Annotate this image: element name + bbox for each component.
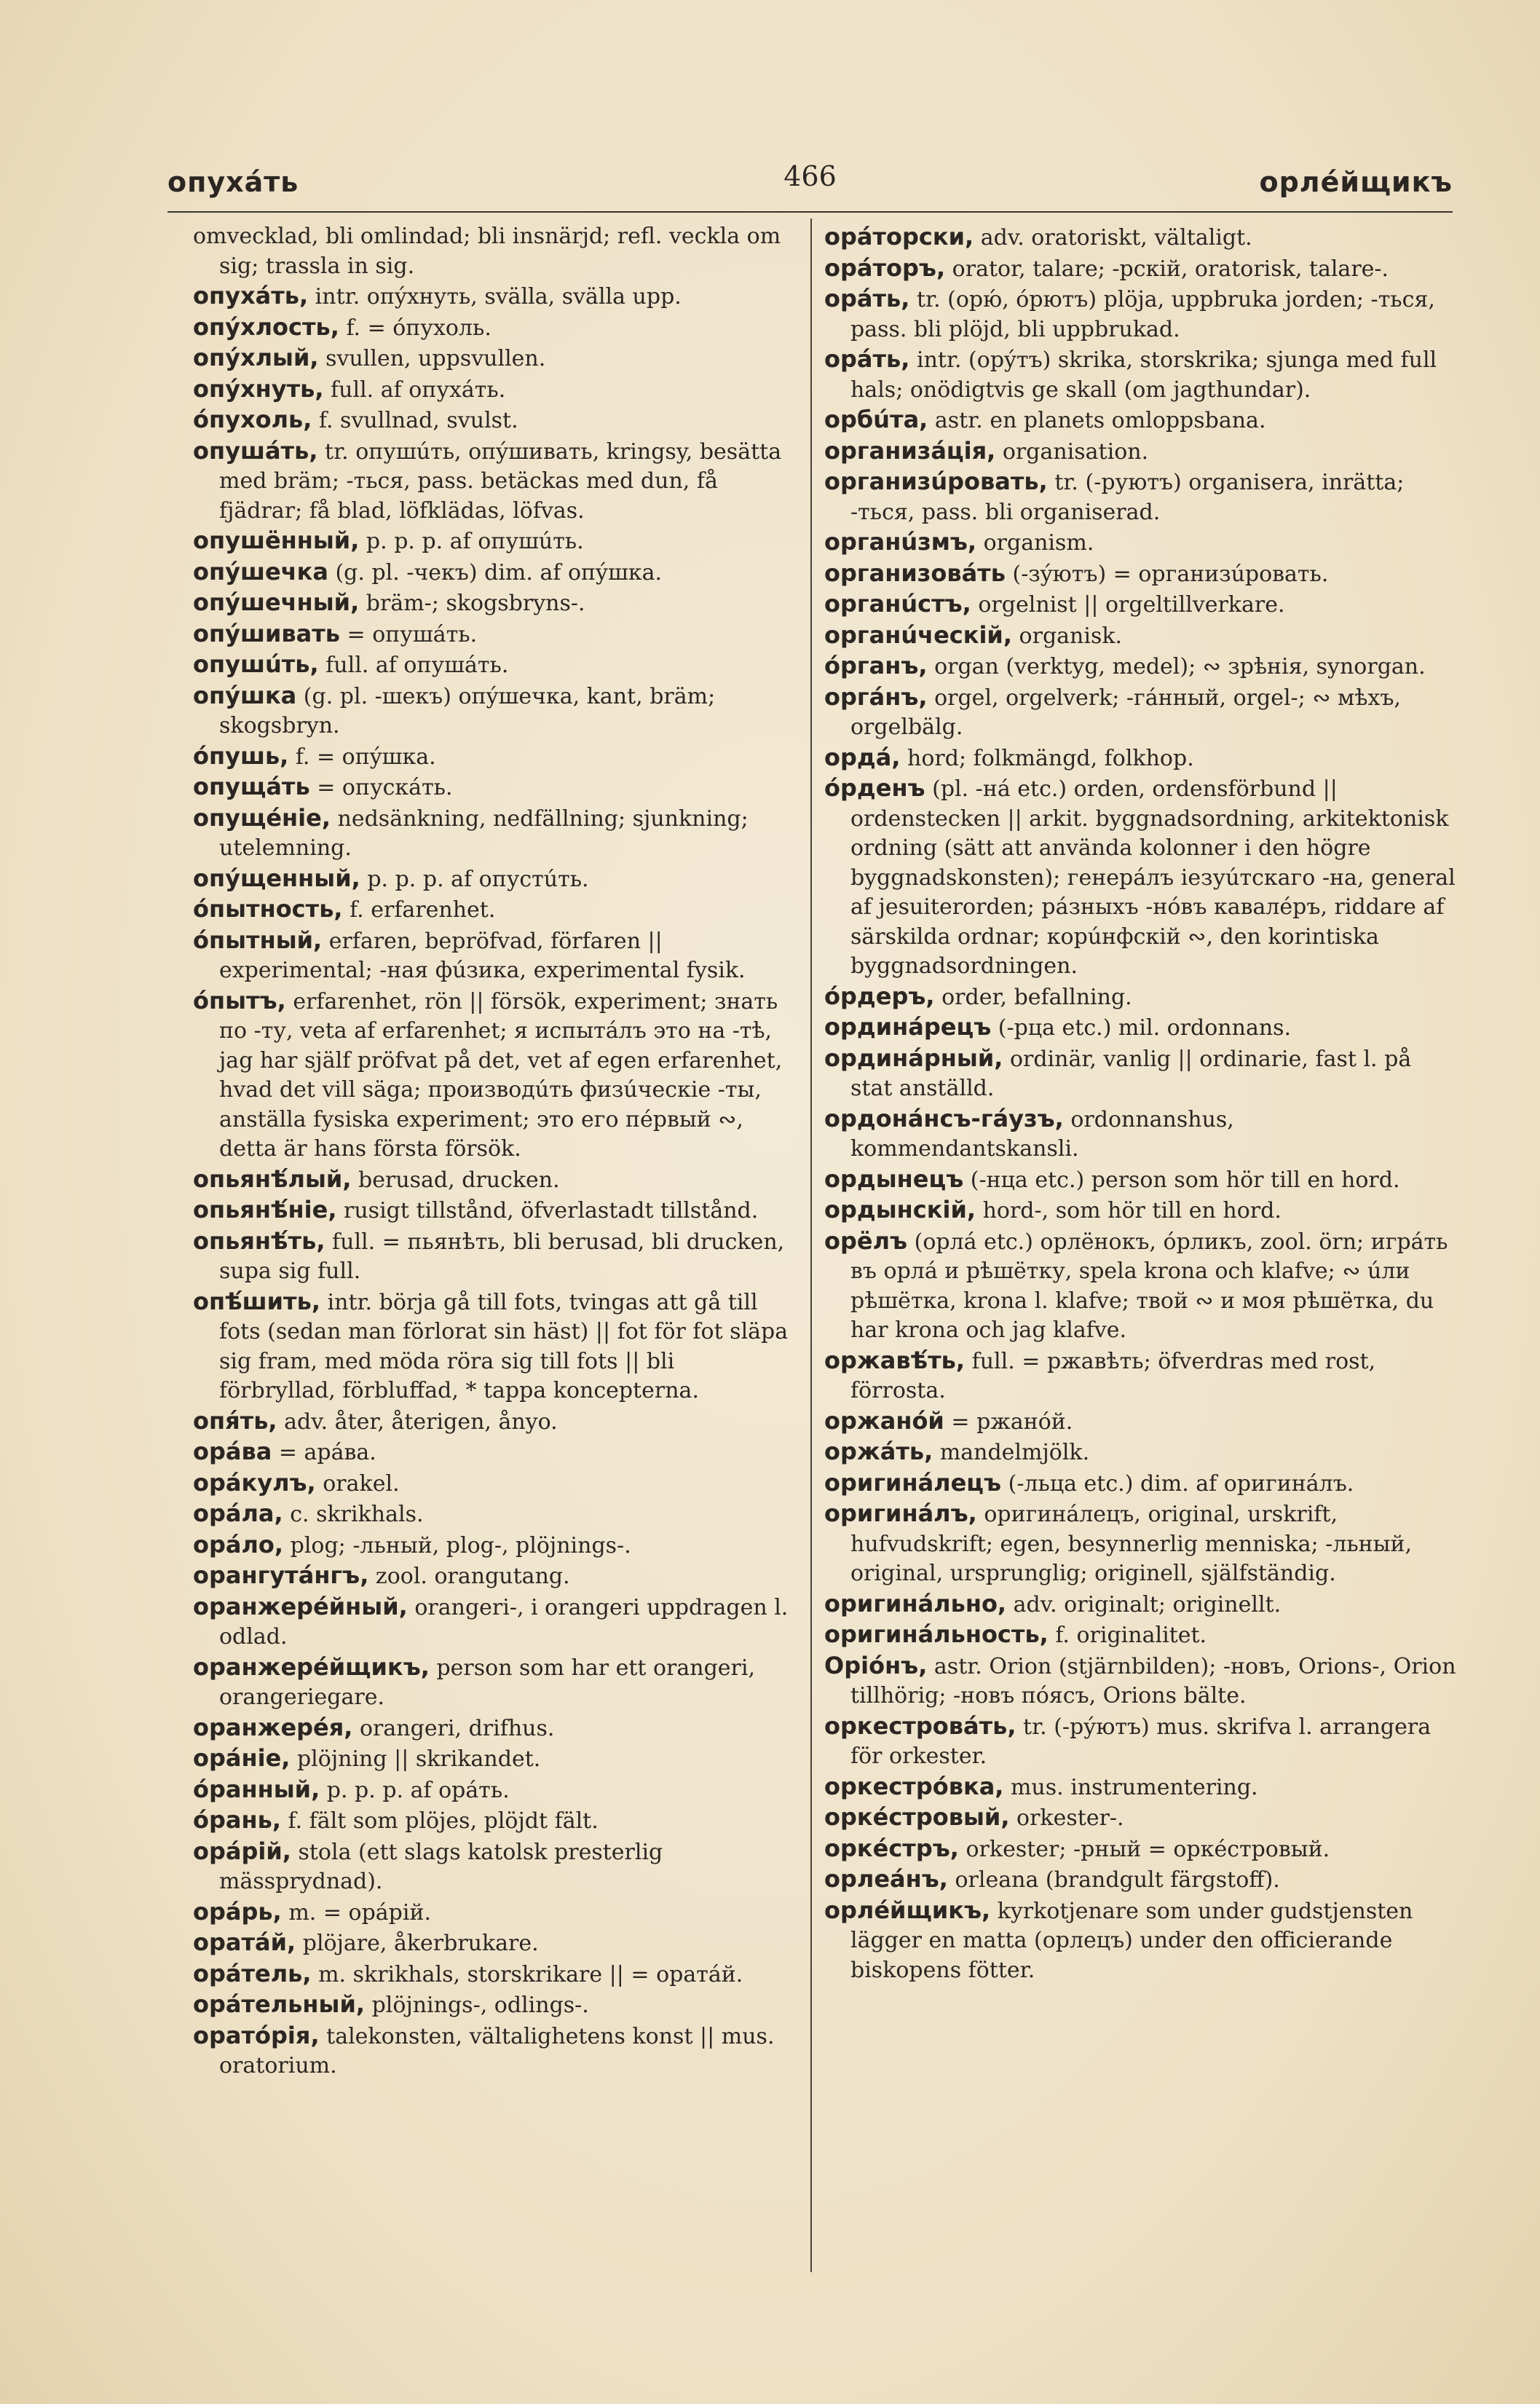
dictionary-entry [193, 864, 797, 895]
entry-headword: óрань, [193, 1806, 281, 1834]
dictionary-entry [824, 1620, 1458, 1651]
entry-headword: орбúта, [824, 406, 928, 433]
entry-headword: орáва [193, 1438, 272, 1465]
entry-headword: опýшечка [193, 557, 328, 586]
entry-definition: tr. (-руютъ) organisera, inrätta; -ться, pass. bli organiserad. [850, 470, 1405, 525]
dictionary-entry [824, 284, 1458, 344]
entry-definition: kyrkotjenare som under gudstjensten lägger en matta (орлецъ) under den officierande biskopens fötter. [850, 1898, 1413, 1983]
entry-definition: ordonnanshus, kommendantskansli. [850, 1106, 1234, 1162]
entry-definition: intr. (орýтъ) skrika, storskrika; sjunga med full hals; onödigtvis ge skall (om jagthundar). [850, 347, 1437, 403]
entry-headword: оржáть, [824, 1438, 933, 1465]
left-column [193, 222, 797, 2081]
entry-definition: full. af опухáть. [331, 377, 506, 403]
entry-definition: = ржанóй. [951, 1408, 1073, 1435]
entry-definition: tr. (-рýютъ) mus. skrifva l. arrangera för orkester. [850, 1714, 1432, 1769]
right-running-headword: орлéйщикъ [1259, 166, 1453, 198]
entry-definition: (-льца etc.) dim. af оригинáлъ. [1008, 1470, 1354, 1497]
dictionary-entry [193, 1164, 797, 1196]
dictionary-entry [193, 1775, 797, 1806]
entry-headword: оратóрія, [193, 2021, 320, 2049]
dictionary-entry [824, 344, 1458, 405]
dictionary-entry [824, 620, 1458, 652]
dictionary-entry [824, 1802, 1458, 1834]
dictionary-entry [824, 527, 1458, 559]
entry-definition: (-нца etc.) person som hör till en hord. [970, 1167, 1400, 1193]
entry-headword: опýшка [193, 681, 297, 709]
dictionary-entry [193, 1713, 797, 1744]
entry-definition: = опускáть. [317, 775, 453, 800]
dictionary-entry [193, 1652, 797, 1713]
entry-definition: bräm-; skogsbryns-. [366, 591, 585, 616]
dictionary-entry [193, 803, 797, 864]
entry-headword: опýхнуть, [193, 374, 324, 403]
entry-definition: (-зýютъ) = организúровать. [1012, 561, 1329, 587]
right-column [824, 222, 1458, 1985]
entry-headword: орёлъ [824, 1226, 908, 1255]
entry-definition: f. fält som plöjes, plöjdt fält. [288, 1808, 599, 1834]
dictionary-entry [824, 651, 1458, 682]
dictionary-entry [193, 1437, 797, 1468]
entry-headword: оргáнъ, [824, 682, 928, 711]
entry-definition: orangeri-, i orangeri uppdragen l. odlad. [219, 1594, 789, 1650]
entry-headword: опушáть, [193, 436, 318, 465]
entry-headword: ордонáнсъ-гáузъ, [824, 1104, 1064, 1132]
entry-definition: stola (ett slags katolsk presterlig mässprydnad). [219, 1839, 663, 1894]
dictionary-entry [824, 436, 1458, 468]
entry-headword: óранный, [193, 1775, 320, 1803]
dictionary-entry [193, 2021, 797, 2081]
entry-definition: f. = опýшка. [295, 744, 436, 770]
entry-headword: оранжерéя, [193, 1713, 353, 1741]
entry-headword: Оріóнъ, [824, 1651, 928, 1679]
entry-headword: óпытность, [193, 895, 343, 923]
column-divider [810, 218, 812, 2272]
entry-definition: f. svullnad, svulst. [318, 408, 518, 433]
entry-headword: ордынецъ [824, 1164, 964, 1193]
entry-definition: full. af опушáть. [325, 653, 509, 678]
entry-headword: óпытный, [193, 926, 323, 954]
entry-headword: оранжерéйный, [193, 1592, 408, 1620]
entry-definition: zool. orangutang. [375, 1564, 570, 1589]
page-number: 466 [783, 160, 837, 192]
header-rule [167, 211, 1453, 213]
entry-definition: оригинáлецъ, original, urskrift, hufvudskrift; egen, besynnerlig menniska; -льный, original, ursprunglig; originell, själfständig. [850, 1502, 1413, 1586]
dictionary-entry [824, 1044, 1458, 1104]
dictionary-entry [193, 681, 797, 741]
entry-definition: orleana (brandgult färgstoff). [955, 1867, 1280, 1893]
dictionary-entry [193, 557, 797, 588]
entry-headword: опушúть, [193, 650, 319, 678]
dictionary-entry [824, 1864, 1458, 1896]
entry-definition: plöjnings-, odlings-. [371, 1993, 589, 2018]
entry-definition: omvecklad, bli omlindad; bli insnärjd; refl. veckla om sig; trassla in sig. [193, 224, 781, 279]
dictionary-entry [193, 1226, 797, 1287]
entry-headword: орáніе, [193, 1744, 291, 1772]
entry-definition: organisation. [1002, 438, 1149, 465]
entry-headword: организáція, [824, 436, 996, 465]
entry-definition: adv. oratoriskt, vältaligt. [980, 225, 1252, 251]
entry-headword: оркéстръ, [824, 1834, 959, 1862]
entry-headword: опýшивать [193, 619, 340, 647]
dictionary-entry [193, 1805, 797, 1837]
dictionary-entry [824, 1589, 1458, 1620]
entry-definition: ordinär, vanlig || ordinarie, fast l. på stat anställd. [850, 1046, 1412, 1101]
dictionary-entry [824, 405, 1458, 436]
entry-definition: plöjare, åkerbrukare. [302, 1931, 539, 1956]
dictionary-entry [824, 1012, 1458, 1044]
dictionary-entry [824, 1499, 1458, 1589]
entry-headword: опýщенный, [193, 864, 360, 892]
entry-headword: опѣ́шить, [193, 1287, 320, 1315]
entry-definition: person som har ett orangeri, orangeriegare. [219, 1655, 756, 1710]
entry-definition: intr. börja gå till fots, tvingas att gå till fots (sedan man förlorat sin häst) || fot för fot släpa sig fram, med möda röra sig till fots || bli förbryllad, förbluffad, * tappa koncepterna. [219, 1289, 789, 1403]
entry-headword: оркéстровый, [824, 1803, 1010, 1831]
entry-definition: p. p. p. af орáть. [326, 1777, 510, 1803]
dictionary-entry [193, 1897, 797, 1928]
dictionary-entry [193, 1990, 797, 2021]
entry-headword: орáть, [824, 345, 910, 373]
entry-definition: tr. (орю́, óрютъ) plöja, uppbruka jorden; -ться, pass. bli plöjd, bli uppbrukad. [850, 287, 1435, 342]
entry-headword: органúческій, [824, 620, 1012, 649]
entry-definition: full. = ржавѣть; öfverdras med rost, förrosta. [850, 1348, 1376, 1403]
entry-headword: óпытъ, [193, 986, 286, 1014]
entry-headword: оратáй, [193, 1928, 296, 1956]
entry-definition: orkester-. [1016, 1805, 1124, 1831]
entry-headword: органúстъ, [824, 590, 971, 618]
entry-headword: орáть, [824, 285, 910, 312]
entry-definition: (-рца etc.) mil. ordonnans. [998, 1015, 1292, 1041]
dictionary-entry [193, 650, 797, 681]
entry-headword: опя́ть, [193, 1406, 277, 1435]
entry-headword: оригинáлъ, [824, 1499, 977, 1527]
dictionary-entry [193, 1959, 797, 1990]
dictionary-entry [193, 222, 797, 281]
dictionary-entry [824, 1468, 1458, 1499]
dictionary-entry [824, 253, 1458, 285]
entry-definition: f. originalitet. [1055, 1623, 1207, 1648]
entry-headword: орáкулъ, [193, 1468, 316, 1497]
entry-headword: опущáть [193, 773, 310, 800]
entry-headword: орáло, [193, 1530, 284, 1558]
entry-headword: опýшечный, [193, 588, 360, 616]
entry-definition: nedsänkning, nedfällning; sjunkning; utelemning. [219, 805, 749, 861]
entry-definition: tr. опушúть, опýшивать, kringsy, besätta med bräm; -ться, pass. betäckas med dun, få fjädrar; få blad, löfklädas, löfvas. [219, 438, 782, 524]
left-running-headword: опухáть [167, 166, 299, 198]
dictionary-entry [193, 281, 797, 312]
dictionary-entry [193, 619, 797, 650]
entry-definition: hord; folkmängd, folkhop. [907, 745, 1194, 771]
entry-headword: оркестрóвка, [824, 1772, 1004, 1800]
entry-headword: орáтельный, [193, 1990, 366, 2018]
entry-headword: ординáрецъ [824, 1013, 992, 1041]
dictionary-entry [193, 1287, 797, 1406]
dictionary-entry [824, 1164, 1458, 1196]
entry-definition: organism. [983, 530, 1094, 556]
dictionary-entry [824, 589, 1458, 620]
entry-definition: c. skrikhals. [290, 1502, 424, 1527]
entry-definition: mus. instrumentering. [1010, 1774, 1258, 1800]
entry-headword: опушённый, [193, 527, 360, 554]
entry-definition: hord-, som hör till en hord. [982, 1198, 1282, 1223]
dictionary-entry [193, 405, 797, 436]
dictionary-entry [824, 1651, 1458, 1711]
entry-headword: оригинáльно, [824, 1589, 1007, 1617]
dictionary-entry [824, 1226, 1458, 1346]
entry-headword: óрганъ, [824, 652, 928, 679]
entry-definition: orgel, orgelverk; -гáнный, orgel-; ∾ мѣхъ, orgelbälg. [850, 685, 1401, 740]
entry-definition: organisk. [1019, 623, 1123, 649]
entry-definition: adv. åter, återigen, ånyo. [284, 1408, 558, 1435]
dictionary-entry [824, 1437, 1458, 1468]
entry-headword: орангутáнгъ, [193, 1561, 369, 1589]
entry-headword: оригинáльность, [824, 1620, 1049, 1648]
entry-headword: óпухоль, [193, 406, 312, 433]
entry-definition: rusigt tillstånd, öfverlastadt tillstånd. [344, 1198, 759, 1223]
dictionary-entry [824, 1406, 1458, 1438]
dictionary-entry [193, 926, 797, 986]
entry-headword: ординáрный, [824, 1044, 1003, 1072]
page-header [167, 159, 1453, 202]
entry-definition: = опушáть. [347, 621, 478, 647]
dictionary-entry [193, 894, 797, 926]
dictionary-entry [824, 222, 1458, 253]
entry-definition: erfarenhet, rön || försök, experiment; знать по -ту, veta af erfarenhet; я испытáлъ это на -тѣ, jag har själf pröfvat på det, vet af egen erfarenhet, hvad det vill säga; производúть физúческіе -ты, anställa fysiska experiment; это его пéрвый ∾, detta är hans första försök. [219, 988, 783, 1162]
dictionary-entry [193, 1592, 797, 1652]
dictionary-entry [824, 982, 1458, 1013]
dictionary-entry [193, 741, 797, 773]
entry-headword: орáла, [193, 1499, 283, 1527]
entry-definition: talekonsten, vältalighetens konst || mus. oratorium. [219, 2023, 775, 2078]
dictionary-entry [193, 1837, 797, 1897]
dictionary-entry [193, 1530, 797, 1561]
dictionary-entry [824, 1195, 1458, 1226]
dictionary-entry [193, 1928, 797, 1959]
entry-definition: astr. en planets omloppsbana. [934, 408, 1266, 433]
entry-definition: orakel. [323, 1470, 400, 1497]
dictionary-entry [193, 1406, 797, 1438]
dictionary-entry [193, 1195, 797, 1226]
entry-headword: оржанóй [824, 1406, 944, 1435]
entry-headword: опýхлый, [193, 344, 319, 371]
entry-definition: erfaren, bepröfvad, förfaren || experimental; -ная фúзика, experimental fysik. [219, 928, 746, 983]
dictionary-entry [193, 1468, 797, 1499]
entry-headword: организовáть [824, 559, 1006, 587]
dictionary-entry [193, 343, 797, 374]
entry-definition: mandelmjölk. [939, 1440, 1090, 1465]
entry-definition: p. p. p. af опустúть. [367, 866, 589, 892]
dictionary-entry [193, 312, 797, 344]
entry-definition: orator, talare; -рскій, oratorisk, talare-. [952, 256, 1389, 282]
entry-definition: p. p. p. af опушúть. [366, 529, 584, 554]
entry-headword: опухáть, [193, 282, 309, 310]
dictionary-entry [824, 682, 1458, 743]
dictionary-entry [193, 986, 797, 1164]
dictionary-entry [824, 1772, 1458, 1803]
entry-definition: intr. опýхнуть, svälla, svälla upp. [315, 284, 682, 310]
entry-definition: order, befallning. [941, 984, 1132, 1010]
entry-headword: ордá, [824, 743, 901, 771]
dictionary-entry [193, 436, 797, 527]
entry-definition: full. = пьянѣть, bli berusad, bli drucken, supa sig full. [219, 1229, 785, 1284]
entry-headword: органúзмъ, [824, 528, 977, 556]
dictionary-entry [824, 467, 1458, 527]
dictionary-entry [193, 1499, 797, 1530]
dictionary-entry [824, 559, 1458, 590]
entry-headword: орáтель, [193, 1959, 312, 1987]
dictionary-entry [824, 1104, 1458, 1164]
entry-headword: орлéйщикъ, [824, 1896, 991, 1924]
entry-headword: опýхлость, [193, 312, 339, 341]
entry-definition: f. erfarenhet. [350, 897, 496, 923]
dictionary-entry [193, 772, 797, 803]
entry-definition: m. skrikhals, storskrikare || = оратáй. [318, 1961, 743, 1987]
entry-definition: f. = óпухоль. [346, 315, 491, 341]
entry-headword: орлеáнъ, [824, 1865, 948, 1893]
dictionary-entry [824, 1834, 1458, 1865]
entry-definition: (pl. -нá etc.) orden, ordensförbund || ordenstecken || arkit. byggnadsordning, arkitektonisk ordning (sätt att använda kolonner i den högre byggnadskonsten); генерáлъ іезуúтскаго -на, general af jesuiterorden; рáзныхъ -нóвъ кавалéръ, riddare af särskilda ordnar; корúнфскій ∾, den korintiska byggnadsordningen. [850, 776, 1456, 979]
entry-definition: adv. originalt; originellt. [1013, 1591, 1282, 1617]
entry-headword: организúровать, [824, 468, 1048, 495]
entry-definition: orgelnist || orgeltillverkare. [978, 592, 1285, 618]
entry-definition: m. = орáрій. [288, 1899, 432, 1926]
entry-headword: орáрь, [193, 1897, 282, 1926]
entry-headword: оркестровáть, [824, 1711, 1016, 1740]
entry-headword: óрденъ [824, 774, 925, 802]
entry-headword: орáторъ, [824, 253, 946, 282]
entry-definition: organ (verktyg, medel); ∾ зрѣнія, synorgan. [934, 654, 1426, 679]
entry-headword: оригинáлецъ [824, 1468, 1002, 1497]
entry-definition: (g. pl. -шекъ) опýшечка, kant, bräm; skogsbryn. [219, 683, 716, 738]
entry-headword: оржавѣ́ть, [824, 1346, 966, 1374]
dictionary-entry [824, 1346, 1458, 1406]
entry-headword: ордынскій, [824, 1196, 976, 1223]
entry-definition: (орлá etc.) орлёнокъ, óрликъ, zool. örn; игрáть въ орлá и рѣшётку, spela krona och klafve; ∾ úли рѣшётка, krona l. klafve; твой ∾ и моя рѣшётка, du har krona och jag klafve. [850, 1229, 1448, 1343]
entry-headword: опьянѣ́ть, [193, 1226, 325, 1255]
entry-definition: svullen, uppsvullen. [325, 346, 546, 371]
entry-definition: plöjning || skrikandet. [296, 1746, 541, 1772]
entry-headword: орáторски, [824, 223, 974, 251]
entry-definition: = арáва. [278, 1440, 376, 1465]
entry-definition: orkester; -рный = оркéстровый. [966, 1836, 1330, 1862]
entry-headword: орáрій, [193, 1837, 291, 1865]
entry-definition: plog; -льный, plog-, plöjnings-. [290, 1532, 631, 1558]
entry-headword: опьянѣ́ніе, [193, 1196, 337, 1223]
entry-headword: оранжерéйщикъ, [193, 1652, 430, 1681]
dictionary-entry [193, 1743, 797, 1775]
dictionary-entry [193, 588, 797, 619]
dictionary-entry [824, 773, 1458, 982]
entry-definition: astr. Orion (stjärnbilden); -новъ, Orions-, Orion tillhörig; -новъ пóясъ, Orions bälte. [850, 1653, 1456, 1709]
entry-headword: опьянѣ́лый, [193, 1164, 352, 1193]
dictionary-entry [193, 374, 797, 406]
dictionary-entry [824, 1711, 1458, 1772]
entry-definition: berusad, drucken. [358, 1167, 560, 1193]
dictionary-entry [193, 1561, 797, 1592]
entry-definition: orangeri, drifhus. [360, 1715, 555, 1741]
entry-headword: óпушь, [193, 741, 289, 770]
entry-headword: óрдеръ, [824, 982, 935, 1010]
dictionary-entry [824, 743, 1458, 774]
dictionary-entry [824, 1896, 1458, 1986]
dictionary-entry [193, 526, 797, 557]
entry-headword: опущéніе, [193, 803, 331, 832]
entry-definition: (g. pl. -чекъ) dim. af опýшка. [335, 559, 663, 586]
